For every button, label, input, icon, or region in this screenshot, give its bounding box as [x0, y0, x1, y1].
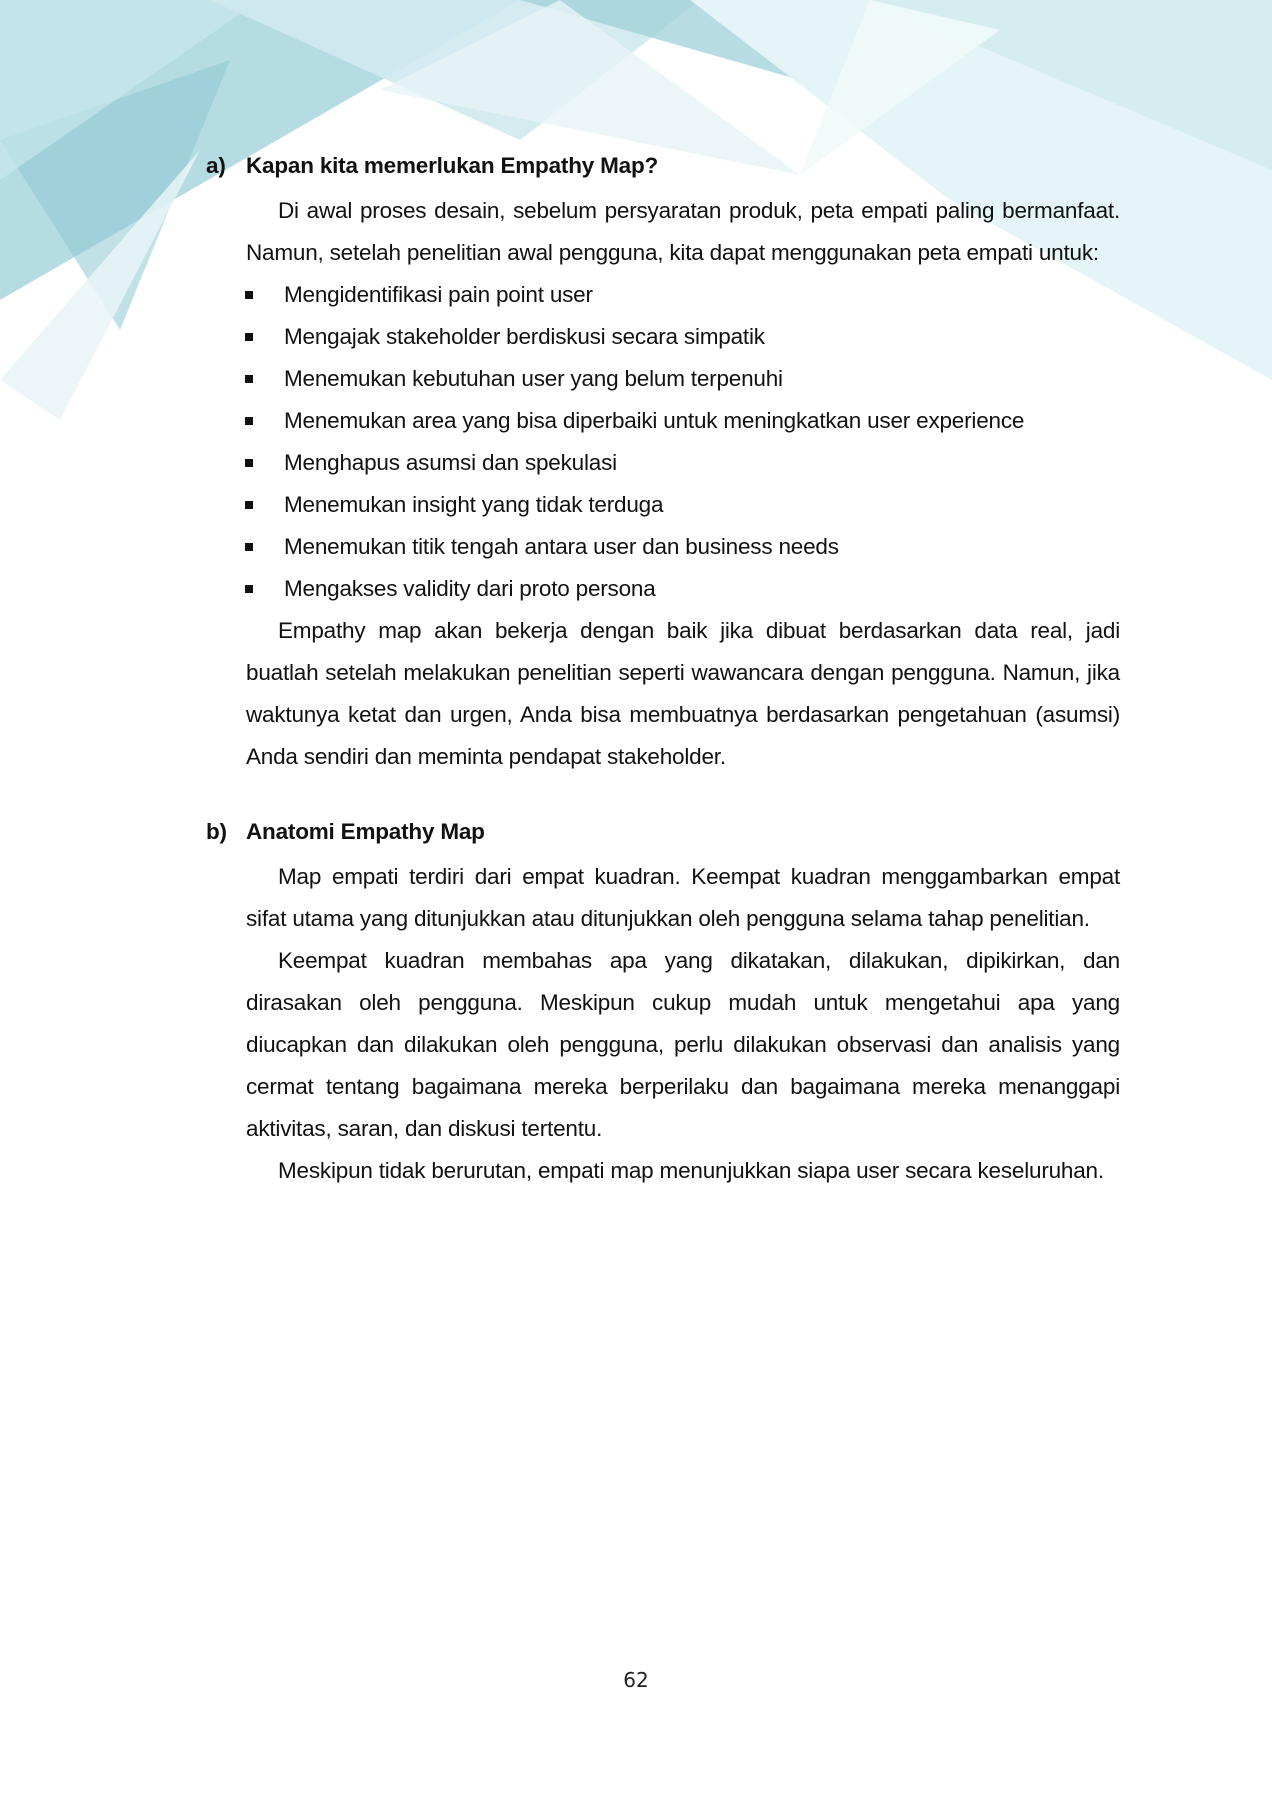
bullet-square-icon — [245, 459, 253, 467]
list-item — [284, 400, 1120, 442]
bullet-square-icon — [245, 291, 253, 299]
list-item-text: Mengajak stakeholder berdiskusi secara simpatik — [284, 324, 765, 349]
list-item — [284, 484, 1120, 526]
page-number: 62 — [623, 1668, 649, 1692]
section-a-closing-paragraph: Empathy map akan bekerja dengan baik jika dibuat berdasarkan data real, jadi buatlah setelah melakukan penelitian seperti wawancara dengan pengguna. Namun, jika waktunya ketat dan urgen, Anda bisa membuatnya berdasarkan pengetahuan (asumsi) Anda sendiri dan meminta pendapat stakeholder. — [246, 618, 1120, 769]
list-item-text: Menemukan insight yang tidak terduga — [284, 492, 664, 517]
list-item-text: Menemukan titik tengah antara user dan business needs — [284, 534, 839, 559]
section-b-title: Anatomi Empathy Map — [246, 819, 485, 844]
list-item-text: Menemukan area yang bisa diperbaiki untuk meningkatkan user experience — [284, 408, 1025, 433]
section-b-marker: b) — [206, 819, 227, 844]
list-item — [284, 442, 1120, 484]
list-item-text: Mengakses validity dari proto persona — [284, 576, 656, 601]
bullet-square-icon — [245, 585, 253, 593]
list-item — [284, 358, 1120, 400]
bullet-square-icon — [245, 375, 253, 383]
section-spacer — [206, 778, 1120, 814]
section-a-marker: a) — [206, 153, 226, 178]
section-b-heading — [206, 814, 1120, 856]
list-item — [284, 274, 1120, 316]
page-content — [206, 148, 1120, 1192]
section-a-intro-paragraph: Di awal proses desain, sebelum persyaratan produk, peta empati paling bermanfaat. Namun, setelah penelitian awal pengguna, kita dapat menggunakan peta empati untuk: — [246, 198, 1120, 265]
bullet-square-icon — [245, 501, 253, 509]
section-a-title: Kapan kita memerlukan Empathy Map? — [246, 153, 659, 178]
section-b-paragraph-3: Meskipun tidak berurutan, empati map menunjukkan siapa user secara keseluruhan. — [278, 1158, 1104, 1183]
bullet-square-icon — [245, 417, 253, 425]
section-b-paragraph-2: Keempat kuadran membahas apa yang dikatakan, dilakukan, dipikirkan, dan dirasakan oleh pengguna. Meskipun cukup mudah untuk mengetahui apa yang diucapkan dan dilakukan oleh pengguna, perlu dilakukan observasi dan analisis yang cermat tentang bagaimana mereka berperilaku dan bagaimana mereka menanggapi aktivitas, saran, dan diskusi tertentu. — [246, 948, 1120, 1141]
list-item-text: Menemukan kebutuhan user yang belum terpenuhi — [284, 366, 783, 391]
bullet-square-icon — [245, 333, 253, 341]
bullet-square-icon — [245, 543, 253, 551]
section-b-paragraph-1: Map empati terdiri dari empat kuadran. Keempat kuadran menggambarkan empat sifat utama yang ditunjukkan atau ditunjukkan oleh pengguna selama tahap penelitian. — [246, 864, 1120, 931]
list-item — [284, 316, 1120, 358]
list-item-text: Menghapus asumsi dan spekulasi — [284, 450, 617, 475]
list-item-text: Mengidentifikasi pain point user — [284, 282, 593, 307]
section-a-heading — [206, 148, 1120, 190]
list-item — [284, 568, 1120, 610]
list-item — [284, 526, 1120, 568]
section-a-bullet-list — [206, 274, 1120, 610]
